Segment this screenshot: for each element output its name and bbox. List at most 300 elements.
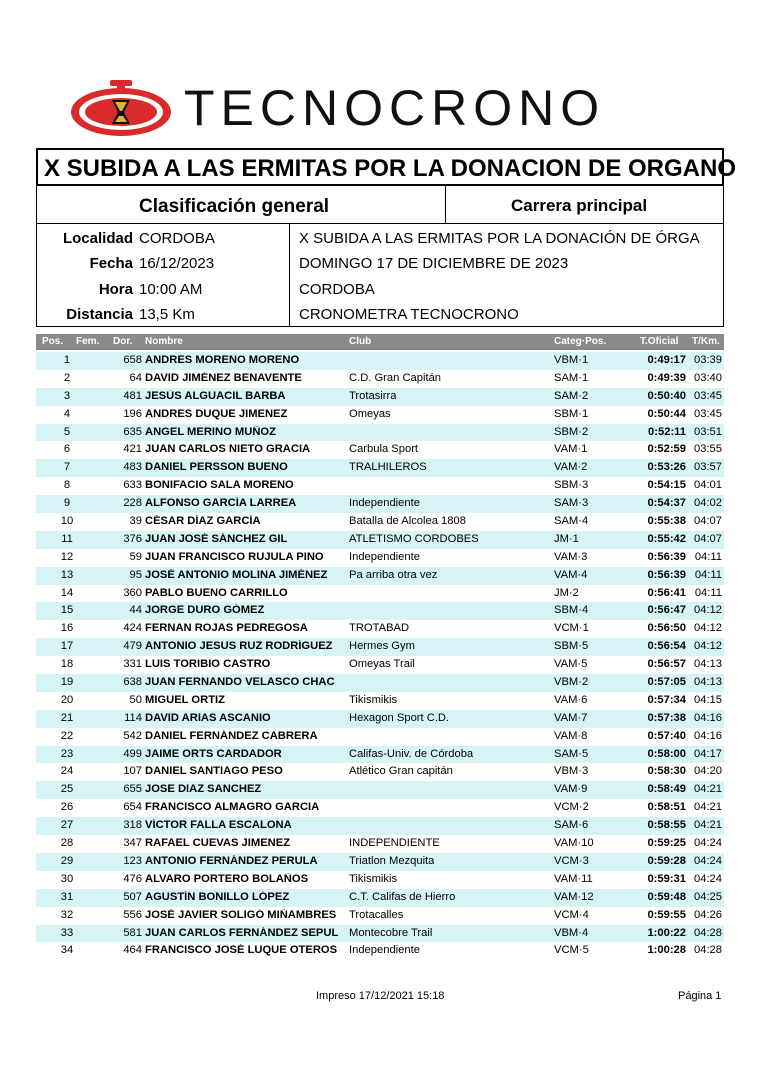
header-fem: Fem.: [76, 336, 100, 347]
row-position: 20: [60, 693, 74, 706]
table-row: [36, 710, 724, 728]
row-pace: 04:01: [694, 479, 722, 492]
table-row: [36, 459, 724, 477]
table-row: [36, 549, 724, 567]
row-runner-name: DANIEL SANTIAGO PESO: [145, 765, 283, 778]
row-runner-name: ALVARO PORTERO BOLAÑOS: [145, 872, 309, 885]
row-club: Hermes Gym: [349, 640, 415, 653]
row-official-time: 0:55:42: [647, 532, 686, 545]
row-pace: 04:28: [694, 926, 722, 939]
row-runner-name: ANDRES DUQUE JIMENEZ: [145, 407, 288, 420]
row-bib: 658: [123, 354, 142, 366]
row-official-time: 0:55:38: [647, 515, 686, 528]
row-official-time: 0:58:49: [647, 783, 686, 796]
table-row: [36, 477, 724, 495]
row-position: 34: [60, 944, 74, 957]
table-row: [36, 638, 724, 656]
row-official-time: 0:56:41: [647, 586, 686, 599]
row-position: 25: [60, 783, 74, 796]
table-row: [36, 370, 724, 388]
row-bib: 479: [123, 640, 142, 653]
row-club: Califas-Univ. de Córdoba: [349, 747, 474, 760]
row-official-time: 0:58:00: [647, 747, 686, 760]
row-category: SAM·2: [554, 389, 589, 402]
row-pace: 04:26: [694, 908, 722, 921]
row-bib: 464: [123, 944, 142, 957]
row-pace: 04:16: [694, 711, 722, 724]
row-pace: 04:12: [694, 604, 722, 617]
row-category: SBM·3: [554, 479, 589, 492]
row-category: VAM·1: [554, 443, 588, 456]
printed-date: Impreso 17/12/2021 15:18: [316, 990, 445, 1002]
table-row: [36, 763, 724, 781]
row-official-time: 0:58:30: [647, 765, 686, 778]
row-pace: 03:39: [694, 354, 722, 366]
row-position: 17: [60, 640, 74, 653]
row-category: VAM·10: [554, 837, 594, 850]
row-position: 23: [60, 747, 74, 760]
row-bib: 633: [123, 479, 142, 492]
row-runner-name: DANIEL FERNÁNDEZ CABRERA: [145, 729, 318, 742]
info-right: CRONOMETRA TECNOCRONO: [299, 306, 519, 323]
row-category: VAM·5: [554, 658, 588, 671]
row-runner-name: JOSE DIAZ SANCHEZ: [145, 783, 262, 796]
row-category: VCM·2: [554, 801, 589, 814]
row-position: 6: [63, 443, 71, 456]
row-bib: 318: [123, 819, 142, 832]
row-official-time: 0:50:44: [647, 407, 686, 420]
row-runner-name: FERNAN ROJAS PEDREGOSA: [145, 622, 308, 635]
row-position: 11: [61, 532, 73, 545]
row-official-time: 0:59:28: [647, 854, 686, 867]
row-category: VAM·2: [554, 461, 588, 474]
row-official-time: 0:56:47: [647, 604, 686, 617]
row-bib: 59: [129, 550, 142, 563]
row-runner-name: LUIS TORIBIO CASTRO: [145, 658, 271, 671]
row-club: ATLETISMO CORDOBES: [349, 532, 479, 545]
row-position: 26: [60, 801, 74, 814]
row-club: Trotasirra: [349, 389, 397, 402]
row-category: SBM·1: [554, 407, 589, 420]
table-row: [36, 388, 724, 406]
row-bib: 581: [123, 926, 142, 939]
row-pace: 03:45: [694, 389, 722, 402]
row-position: 8: [63, 479, 71, 492]
row-official-time: 0:49:17: [647, 354, 686, 366]
row-bib: 347: [123, 837, 142, 850]
info-right: CORDOBA: [299, 281, 375, 298]
row-pace: 04:11: [694, 568, 722, 581]
row-club: Tikismikis: [349, 872, 398, 885]
row-club: TROTABAD: [349, 622, 410, 635]
row-bib: 50: [129, 693, 142, 706]
row-position: 21: [60, 711, 74, 724]
info-right: DOMINGO 17 DE DICIEMBRE DE 2023: [299, 255, 569, 272]
row-official-time: 0:54:15: [647, 479, 686, 492]
table-row: [36, 799, 724, 817]
row-category: VAM·3: [554, 550, 588, 563]
row-category: SBM·4: [554, 604, 589, 617]
row-pace: 04:25: [694, 890, 722, 903]
row-pace: 04:20: [694, 765, 722, 778]
row-pace: 04:21: [694, 783, 722, 796]
row-runner-name: JUAN JOSÉ SÁNCHEZ GIL: [145, 532, 288, 545]
row-club: Atlético Gran capitán: [349, 765, 453, 778]
row-category: VBM·2: [554, 676, 589, 689]
info-value: 10:00 AM: [139, 281, 203, 298]
row-official-time: 1:00:28: [647, 944, 686, 957]
row-pace: 04:17: [694, 747, 722, 760]
row-position: 9: [63, 497, 71, 510]
row-bib: 107: [123, 765, 142, 778]
row-bib: 483: [123, 461, 142, 474]
header-time: T.Oficial: [640, 336, 679, 347]
row-official-time: 0:57:34: [647, 693, 686, 706]
row-bib: 228: [123, 497, 142, 510]
header-name: Nombre: [145, 336, 183, 347]
row-official-time: 0:54:37: [647, 497, 686, 510]
row-pace: 04:11: [694, 586, 722, 599]
row-official-time: 0:58:55: [647, 819, 686, 832]
info-row-localidad: [37, 230, 723, 255]
row-official-time: 0:53:26: [647, 461, 686, 474]
row-bib: 376: [123, 532, 142, 545]
row-category: VCM·3: [554, 854, 589, 867]
row-pace: 04:13: [694, 658, 722, 671]
row-bib: 556: [123, 908, 142, 921]
row-pace: 04:24: [694, 854, 722, 867]
row-position: 5: [63, 425, 71, 438]
row-position: 12: [60, 550, 74, 563]
row-pace: 03:51: [694, 425, 722, 438]
row-category: VAM·12: [554, 890, 594, 903]
row-club: Independiente: [349, 944, 420, 957]
row-club: TRALHILEROS: [349, 461, 427, 474]
row-runner-name: ALFONSO GARCÍA LARREA: [145, 497, 297, 510]
race-title: X SUBIDA A LAS ERMITAS POR LA DONACION DE ORGANO: [44, 155, 737, 182]
row-position: 2: [63, 371, 71, 384]
row-official-time: 0:56:50: [647, 622, 686, 635]
row-category: SBM·5: [554, 640, 589, 653]
row-pace: 04:21: [694, 819, 722, 832]
table-row: [36, 817, 724, 835]
row-category: VAM·7: [554, 711, 588, 724]
row-position: 33: [60, 926, 74, 939]
table-row: [36, 531, 724, 549]
table-row: [36, 406, 724, 424]
row-runner-name: ANTONIO JESUS RUZ RODRÍGUEZ: [145, 640, 333, 653]
table-row: [36, 925, 724, 943]
table-row: [36, 441, 724, 459]
row-club: C.T. Califas de Hierro: [349, 890, 456, 903]
row-official-time: 0:56:39: [647, 568, 686, 581]
table-row: [36, 781, 724, 799]
row-runner-name: BONIFACIO SALA MORENO: [145, 479, 294, 492]
row-pace: 04:21: [694, 801, 722, 814]
row-position: 14: [60, 586, 74, 599]
row-position: 3: [63, 389, 71, 402]
row-pace: 03:57: [694, 461, 722, 474]
info-row-hora: [37, 281, 723, 306]
info-row-fecha: [37, 255, 723, 280]
row-bib: 481: [123, 389, 142, 402]
row-runner-name: JORGE DURO GÓMEZ: [145, 604, 265, 617]
row-runner-name: JESÚS ALGUACIL BARBA: [145, 389, 286, 402]
row-position: 7: [63, 461, 71, 474]
row-pace: 04:24: [694, 837, 722, 850]
row-official-time: 0:57:05: [647, 676, 686, 689]
table-row: [36, 352, 724, 370]
row-club: Tikismikis: [349, 693, 398, 706]
row-runner-name: JAIME ORTS CARDADOR: [145, 747, 282, 760]
row-position: 4: [63, 407, 71, 420]
row-runner-name: CÉSAR DÍAZ GARCÍA: [145, 515, 261, 528]
info-value: 16/12/2023: [139, 255, 215, 272]
row-pace: 03:40: [694, 371, 722, 384]
classification-label: Clasificación general: [139, 196, 330, 217]
row-official-time: 0:52:11: [648, 425, 686, 438]
header-cat: Categ·Pos.: [554, 336, 607, 347]
row-position: 28: [60, 837, 74, 850]
row-club: Pa arriba otra vez: [349, 568, 438, 581]
row-pace: 04:13: [694, 676, 722, 689]
row-runner-name: ANTONIO FERNÁNDEZ PERULA: [145, 854, 318, 867]
row-club: Batalla de Alcolea 1808: [349, 515, 466, 528]
table-row: [36, 853, 724, 871]
header-dor: Dor.: [113, 336, 133, 347]
row-bib: 499: [123, 747, 142, 760]
row-category: VCM·5: [554, 944, 589, 957]
row-position: 10: [60, 515, 74, 528]
row-pace: 04:12: [694, 640, 722, 653]
row-bib: 39: [129, 515, 142, 528]
row-category: SAM·3: [554, 497, 589, 510]
row-position: 30: [60, 872, 74, 885]
row-pace: 04:15: [694, 693, 722, 706]
header-club: Club: [349, 336, 372, 347]
row-runner-name: JUAN CARLOS NIETO GRACIA: [145, 443, 311, 456]
row-runner-name: ANGEL MERINO MUÑOZ: [145, 425, 276, 438]
row-category: VAM·11: [554, 872, 593, 885]
row-runner-name: ANDRES MORENO MORENO: [145, 354, 300, 366]
row-bib: 64: [129, 371, 142, 384]
row-position: 29: [60, 854, 74, 867]
row-pace: 04:11: [694, 550, 722, 563]
row-official-time: 1:00:22: [647, 926, 686, 939]
row-club: Triatlon Mezquita: [349, 854, 435, 867]
row-pace: 04:07: [694, 532, 722, 545]
row-runner-name: JUAN FRANCISCO RUJULA PINO: [145, 550, 324, 563]
table-row: [36, 907, 724, 925]
logo-wordmark: TECNOCRONO: [184, 80, 606, 136]
row-club: INDEPENDIENTE: [349, 837, 440, 850]
header-km: T/Km.: [692, 336, 720, 347]
row-runner-name: PABLO BUENO CARRILLO: [145, 586, 288, 599]
row-position: 15: [60, 604, 74, 617]
row-official-time: 0:57:38: [647, 711, 686, 724]
row-position: 13: [60, 568, 74, 581]
row-official-time: 0:56:39: [647, 550, 686, 563]
row-position: 18: [60, 658, 74, 671]
results-table-body: [36, 352, 724, 960]
row-position: 24: [60, 765, 74, 778]
row-official-time: 0:59:55: [647, 908, 686, 921]
row-pace: 04:28: [694, 944, 722, 957]
row-official-time: 0:50:40: [647, 389, 686, 402]
row-bib: 507: [123, 890, 142, 903]
row-bib: 424: [123, 622, 142, 635]
row-bib: 331: [123, 658, 142, 671]
row-club: Independiente: [349, 497, 420, 510]
row-official-time: 0:59:48: [647, 890, 686, 903]
row-club: C.D. Gran Capitán: [349, 371, 442, 384]
row-position: 32: [60, 908, 74, 921]
results-table-header: [36, 334, 724, 350]
race-info-box: [36, 224, 724, 327]
row-pace: 03:45: [694, 407, 722, 420]
info-label: Distancia: [66, 306, 133, 323]
table-row: [36, 585, 724, 603]
row-official-time: 0:52:59: [647, 443, 686, 456]
table-row: [36, 602, 724, 620]
subtitle-left-cell: [37, 186, 446, 223]
row-pace: 04:16: [694, 729, 722, 742]
row-category: JM·1: [554, 532, 579, 545]
row-runner-name: JUAN CARLOS FERNÁNDEZ SEPUL: [145, 926, 339, 939]
row-runner-name: FRANCISCO JOSÉ LUQUE OTEROS: [145, 944, 338, 957]
row-pace: 04:07: [694, 515, 722, 528]
row-runner-name: VÍCTOR FALLA ESCALONA: [145, 819, 292, 832]
row-club: Trotacalles: [349, 908, 404, 921]
row-category: SAM·5: [554, 747, 589, 760]
info-value: 13,5 Km: [139, 306, 195, 323]
row-runner-name: DAVID JIMÉNEZ BENAVENTE: [145, 371, 302, 384]
info-row-distancia: [37, 306, 723, 331]
row-runner-name: DAVID ARIAS ASCANIO: [145, 711, 271, 724]
row-runner-name: AGUSTÍN BONILLO LÓPEZ: [145, 890, 290, 903]
row-category: VAM·6: [554, 693, 588, 706]
table-row: [36, 889, 724, 907]
table-row: [36, 746, 724, 764]
info-label: Fecha: [89, 255, 133, 272]
info-label: Localidad: [62, 230, 133, 247]
info-label: Hora: [98, 281, 133, 298]
row-official-time: 0:58:51: [647, 801, 686, 814]
row-runner-name: DANIEL PERSSON BUENO: [145, 461, 288, 474]
row-pace: 03:55: [694, 443, 722, 456]
row-category: VCM·1: [554, 622, 589, 635]
row-position: 22: [60, 729, 74, 742]
row-bib: 44: [129, 604, 142, 617]
row-runner-name: JUAN FERNANDO VELASCO CHAC: [145, 676, 335, 689]
header-pos: Pos.: [42, 336, 64, 347]
row-bib: 654: [123, 801, 142, 814]
page-number: Página 1: [678, 990, 722, 1002]
row-category: VBM·3: [554, 765, 589, 778]
row-club: Omeyas: [349, 407, 391, 420]
row-category: SAM·1: [554, 371, 589, 384]
row-runner-name: MIGUEL ORTIZ: [145, 693, 225, 706]
row-official-time: 0:57:40: [647, 729, 686, 742]
table-row: [36, 674, 724, 692]
row-bib: 114: [124, 711, 142, 724]
row-pace: 04:12: [694, 622, 722, 635]
row-bib: 655: [123, 783, 142, 796]
row-category: VCM·4: [554, 908, 589, 921]
row-position: 19: [60, 676, 74, 689]
row-pace: 04:24: [694, 872, 722, 885]
row-club: Montecobre Trail: [349, 926, 433, 939]
row-bib: 196: [123, 407, 142, 420]
tecnocrono-logo: [66, 78, 686, 138]
table-row: [36, 620, 724, 638]
table-row: [36, 495, 724, 513]
row-category: VAM·8: [554, 729, 588, 742]
row-category: VAM·4: [554, 568, 588, 581]
row-position: 16: [60, 622, 74, 635]
row-pace: 04:02: [694, 497, 722, 510]
stopwatch-icon: [66, 78, 178, 138]
row-runner-name: RAFAEL CUEVAS JIMENEZ: [145, 837, 291, 850]
subtitle-box: [36, 186, 724, 224]
row-club: Hexagon Sport C.D.: [349, 711, 450, 724]
row-bib: 123: [123, 854, 142, 867]
row-bib: 360: [123, 586, 142, 599]
row-category: JM·2: [554, 586, 579, 599]
race-title-box: [36, 148, 737, 186]
row-category: SBM·2: [554, 425, 589, 438]
table-row: [36, 942, 724, 960]
row-club: Independiente: [349, 550, 420, 563]
table-row: [36, 871, 724, 889]
table-row: [36, 656, 724, 674]
row-bib: 476: [123, 872, 142, 885]
row-bib: 542: [123, 729, 142, 742]
info-right: X SUBIDA A LAS ERMITAS POR LA DONACIÓN DE ÓRGA: [299, 230, 700, 247]
row-runner-name: JOSÉ JAVIER SOLIGÓ MIÑAMBRES: [145, 908, 337, 921]
row-official-time: 0:49:39: [647, 371, 686, 384]
row-category: VAM·9: [554, 783, 588, 796]
row-official-time: 0:56:57: [647, 658, 686, 671]
row-official-time: 0:59:31: [647, 872, 686, 885]
row-position: 27: [60, 819, 74, 832]
row-official-time: 0:59:25: [647, 837, 686, 850]
table-row: [36, 424, 724, 442]
row-bib: 421: [123, 443, 142, 456]
info-value: CORDOBA: [139, 230, 215, 247]
table-row: [36, 728, 724, 746]
row-official-time: 0:56:54: [647, 640, 686, 653]
row-bib: 95: [129, 568, 142, 581]
row-position: 1: [63, 354, 71, 366]
row-runner-name: JOSÉ ANTONIO MOLINA JIMÉNEZ: [145, 568, 328, 581]
row-category: SAM·4: [554, 515, 589, 528]
row-bib: 635: [123, 425, 142, 438]
table-row: [36, 513, 724, 531]
table-row: [36, 567, 724, 585]
row-bib: 638: [123, 676, 142, 689]
row-club: Omeyas Trail: [349, 658, 415, 671]
row-category: VBM·4: [554, 926, 589, 939]
table-row: [36, 835, 724, 853]
row-runner-name: FRANCISCO ALMAGRO GARCIA: [145, 801, 320, 814]
race-type-label: Carrera principal: [511, 196, 648, 215]
row-position: 31: [60, 890, 74, 903]
row-category: SAM·6: [554, 819, 589, 832]
table-row: [36, 692, 724, 710]
row-club: Carbula Sport: [349, 443, 419, 456]
row-category: VBM·1: [554, 354, 589, 366]
